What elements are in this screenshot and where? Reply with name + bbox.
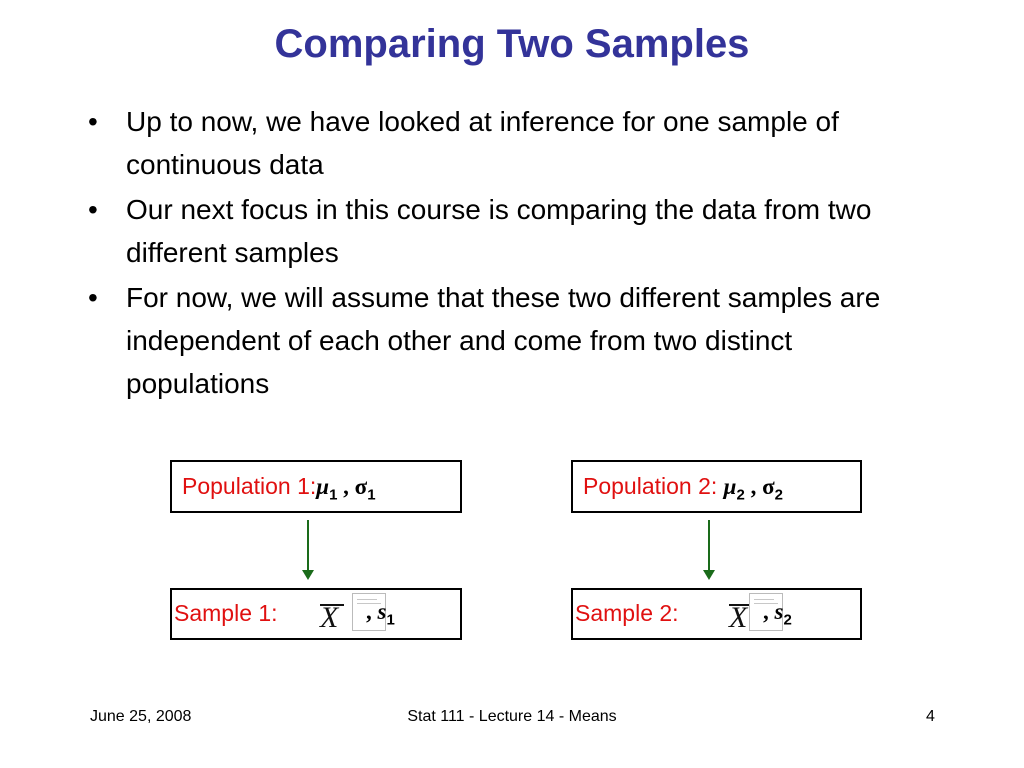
sample-2-params [763, 599, 792, 629]
s-symbol: s [774, 599, 784, 624]
population-1-params [316, 474, 376, 504]
arrow-down-1 [296, 520, 320, 582]
population-1-box [170, 460, 462, 513]
bullet-item [88, 188, 938, 274]
sigma-subscript: 1 [367, 486, 376, 504]
population-2-params [723, 474, 783, 504]
x-bar-symbol: X [320, 601, 339, 634]
population-2-label: Population 2: [583, 473, 718, 499]
sigma-symbol: σ [762, 474, 775, 499]
s-symbol: s [377, 599, 387, 624]
footer-course: Stat 111 - Lecture 14 - Means [407, 708, 617, 725]
sample-1-label: Sample 1: [174, 600, 278, 626]
param-separator: , [750, 474, 757, 499]
bullet-text: Our next focus in this course is comparing the data from two different samples [126, 194, 872, 268]
mu-subscript: 1 [329, 486, 338, 504]
x-bar-symbol: X [729, 601, 748, 634]
bullet-list [88, 100, 938, 407]
param-separator: , [763, 599, 769, 624]
s-subscript: 1 [386, 611, 395, 629]
param-separator: , [343, 474, 349, 499]
sample-1-box [170, 588, 462, 640]
bullet-marker: • [88, 282, 98, 313]
footer-page-number: 4 [926, 708, 935, 725]
bullet-text: For now, we will assume that these two different samples are independent of each other and come from two distinct populations [126, 282, 881, 399]
bullet-item [88, 276, 938, 405]
sigma-subscript: 2 [774, 486, 783, 504]
bullet-marker: • [88, 106, 98, 137]
population-2-box [571, 460, 862, 513]
sample-2-box [571, 588, 862, 640]
arrow-down-2 [697, 520, 721, 582]
sigma-symbol: σ [354, 474, 368, 499]
x-bar-icon [314, 593, 354, 635]
bullet-text: Up to now, we have looked at inference for one sample of continuous data [126, 106, 839, 180]
mu-symbol: μ [316, 474, 330, 499]
slide-title: Comparing Two Samples [274, 22, 750, 66]
sample-2-label: Sample 2: [575, 600, 679, 626]
bullet-marker: • [88, 194, 98, 225]
bullet-item [88, 100, 938, 186]
sample-1-params [366, 599, 395, 629]
param-separator: , [366, 599, 372, 624]
population-1-label: Population 1: [182, 473, 317, 499]
mu-symbol: μ [723, 474, 737, 499]
s-subscript: 2 [783, 611, 792, 629]
footer-date: June 25, 2008 [90, 708, 192, 725]
mu-subscript: 2 [736, 486, 745, 504]
